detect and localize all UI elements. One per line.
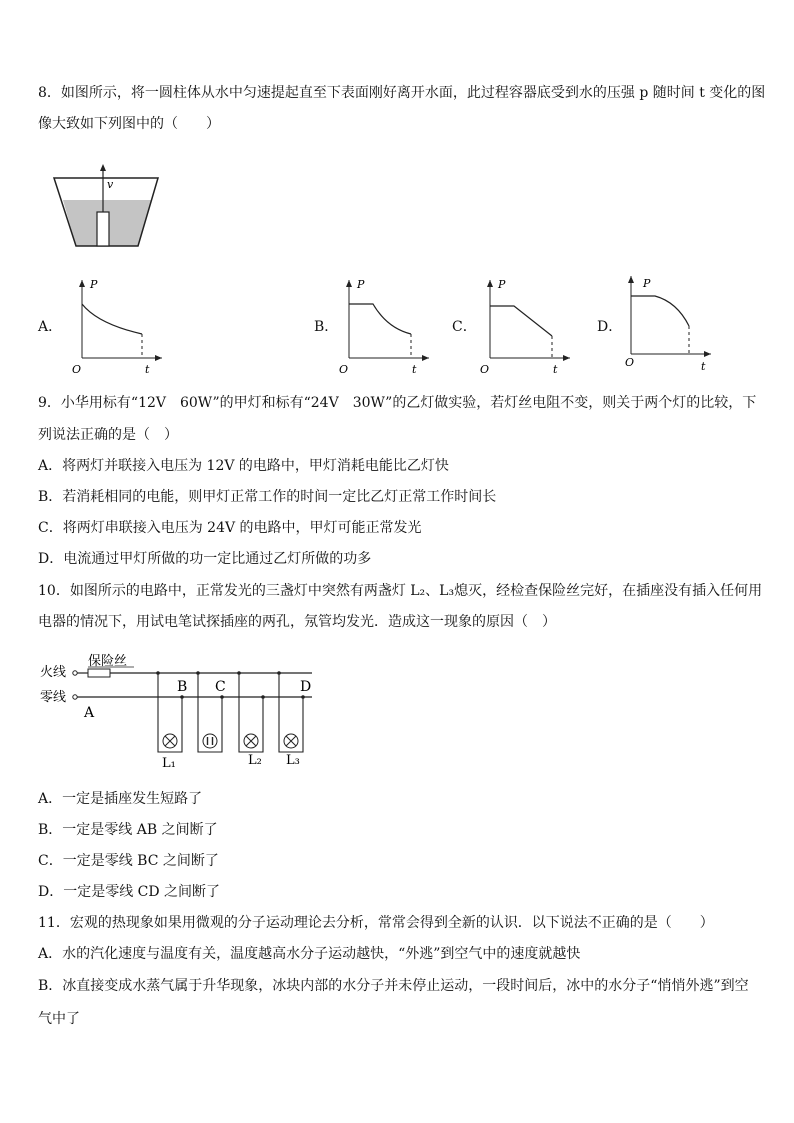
t-arrow-icon <box>704 351 711 357</box>
lamp-l3-label: L₃ <box>286 753 300 768</box>
pressure-curve <box>349 304 411 334</box>
live-wire-label: 火线 <box>40 665 67 680</box>
option-a-label: A． <box>38 319 63 335</box>
graph-c <box>476 276 576 376</box>
q10-stem-line1: 10．如图所示的电路中，正常发光的三盏灯中突然有两盏灯 L₂、L₃熄灭，经检查保险丝完好，在插座没有插入任何用 <box>38 583 763 599</box>
origin-label: O <box>625 356 635 369</box>
origin-label: O <box>339 363 349 376</box>
graph-d <box>617 272 717 372</box>
branch-l2 <box>237 671 265 752</box>
origin-label: O <box>480 363 490 376</box>
q10-option-a: A．一定是插座发生短路了 <box>38 791 203 807</box>
q10-option-c: C．一定是零线 BC 之间断了 <box>38 853 219 869</box>
t-label: t <box>701 360 706 372</box>
lamp-l2-label: L₂ <box>248 753 262 768</box>
q9-option-a: A．将两灯并联接入电压为 12V 的电路中，甲灯消耗电能比乙灯快 <box>38 458 449 474</box>
graph-a <box>68 276 168 376</box>
neutral-wire-label: 零线 <box>40 690 67 705</box>
container-figure <box>52 164 162 254</box>
q9-option-c: C．将两灯串联接入电压为 24V 的电路中，甲灯可能正常发光 <box>38 520 422 536</box>
q9-stem-line1: 9．小华用标有“12V 60W”的甲灯和标有“24V 30W”的乙灯做实验，若灯丝电阻不变，则关于两个灯的比较，下 <box>38 395 757 411</box>
t-arrow-icon <box>563 355 570 361</box>
point-d-label: D <box>300 679 312 695</box>
q11-stem-line1: 11．宏观的热现象如果用微观的分子运动理论去分析，常常会得到全新的认识．以下说法不正确的是（ ） <box>38 915 714 931</box>
circuit-diagram <box>38 652 328 772</box>
p-arrow-icon <box>346 280 352 287</box>
point-b-label: B <box>177 679 188 695</box>
p-arrow-icon <box>79 280 85 287</box>
point-a-label: A <box>84 705 95 721</box>
q11-option-a: A．水的汽化速度与温度有关，温度越高水分子运动越快，“外逃”到空气中的速度就越快 <box>38 946 581 962</box>
velocity-label: v <box>107 178 114 191</box>
t-label: t <box>553 363 558 376</box>
t-arrow-icon <box>155 355 162 361</box>
pressure-curve <box>631 296 689 326</box>
p-label: P <box>643 277 651 290</box>
fuse-label: 保险丝 <box>88 654 128 669</box>
cylinder <box>97 212 109 246</box>
p-label: P <box>357 278 365 291</box>
q11-option-b-line1: B．冰直接变成水蒸气属于升华现象，冰块内部的水分子并未停止运动，一段时间后，冰中的水分子“悄悄外逃”到空 <box>38 978 749 994</box>
option-d-label: D． <box>597 319 623 335</box>
socket-icon <box>203 734 217 748</box>
pressure-curve <box>82 304 142 334</box>
q9-stem-line2: 列说法正确的是（ ） <box>38 427 178 443</box>
p-label: P <box>90 278 98 291</box>
neutral-terminal <box>73 695 77 699</box>
q10-stem-line2: 电器的情况下，用试电笔试探插座的两孔，氖管均发光．造成这一现象的原因（ ） <box>38 614 556 630</box>
t-label: t <box>412 363 417 376</box>
q8-stem-line2: 像大致如下列图中的（ ） <box>38 116 220 132</box>
q11-option-b-line2: 气中了 <box>38 1011 80 1027</box>
origin-label: O <box>72 363 82 376</box>
point-c-label: C <box>215 679 226 695</box>
graph-b <box>335 276 435 376</box>
q10-option-d: D．一定是零线 CD 之间断了 <box>38 884 221 900</box>
t-label: t <box>145 363 150 376</box>
q10-option-b: B．一定是零线 AB 之间断了 <box>38 822 218 838</box>
p-label: P <box>498 278 506 291</box>
lamp-l1-label: L₁ <box>162 756 176 771</box>
option-c-label: C． <box>452 319 477 335</box>
t-arrow-icon <box>422 355 429 361</box>
fuse <box>88 669 110 677</box>
q9-option-d: D．电流通过甲灯所做的功一定比通过乙灯所做的功多 <box>38 551 372 567</box>
p-arrow-icon <box>628 276 634 283</box>
option-b-label: B． <box>314 319 339 335</box>
live-terminal <box>73 671 77 675</box>
velocity-arrow-icon <box>100 164 106 171</box>
q9-option-b: B．若消耗相同的电能，则甲灯正常工作的时间一定比乙灯正常工作时间长 <box>38 489 497 505</box>
p-arrow-icon <box>487 280 493 287</box>
q8-stem-line1: 8．如图所示，将一圆柱体从水中匀速提起直至下表面刚好离开水面，此过程容器底受到水的压强 p 随时间 t 变化的图 <box>38 85 766 101</box>
pressure-line <box>490 306 552 336</box>
